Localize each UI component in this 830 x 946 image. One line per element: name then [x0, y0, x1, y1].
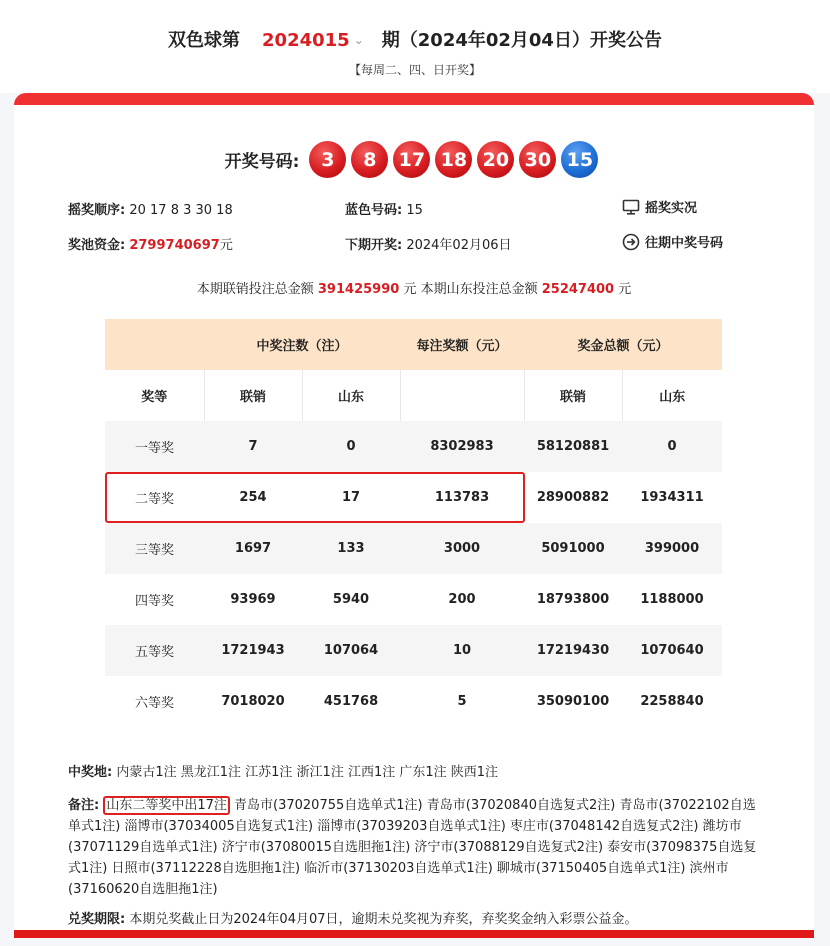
- sd-total: 1934311: [622, 472, 722, 523]
- prize-table: [105, 319, 722, 727]
- sub-sd-total: 山东: [622, 370, 722, 421]
- table-row: [105, 574, 722, 625]
- chevron-down-icon[interactable]: ⌄: [353, 33, 364, 47]
- union-count: 1697: [204, 523, 302, 574]
- notes-highlight: 山东二等奖中出17注: [103, 796, 230, 815]
- arrow-circle-icon: [622, 233, 640, 251]
- monitor-icon: [622, 198, 640, 216]
- page-header: [0, 0, 830, 93]
- per-prize: 5: [400, 676, 524, 727]
- table-subheader-row: [105, 370, 722, 421]
- prize-level: 二等奖: [105, 472, 204, 523]
- red-ball: 30: [519, 141, 556, 178]
- sd-count: 133: [302, 523, 400, 574]
- next-draw-label: 下期开奖:: [345, 238, 403, 253]
- sd-count: 0: [302, 421, 400, 472]
- per-prize: 3000: [400, 523, 524, 574]
- bottom-bar: [14, 930, 814, 938]
- sd-sales-total: 25247400: [541, 282, 615, 297]
- live-draw-link[interactable]: [622, 197, 697, 216]
- winning-regions-label: 中奖地:: [68, 765, 113, 780]
- sub-union-total: 联销: [524, 370, 622, 421]
- history-link-text: 往期中奖号码: [645, 236, 724, 251]
- sd-total: 0: [622, 421, 722, 472]
- prize-level: 三等奖: [105, 523, 204, 574]
- table-row: [105, 421, 722, 472]
- sd-count: 17: [302, 472, 400, 523]
- prize-level: 一等奖: [105, 421, 204, 472]
- notes-text: 青岛市(37020755自选单式1注) 青岛市(37020840自选复式2注) 青岛市(37022102自选单式1注) 淄博市(37034005自选复式1注) 淄博市(37039203自选单式1注) 枣庄市(37048142自选复式2注) 潍坊市(37071129自选单式1注) 济宁市(37080015自选胆拖1注) 济宁市(37088129自选复式2注) 泰安市(37098375自选复式1注) 日照市(37112228自选胆拖1注) 临沂市(37130203自选单式1注) 聊城市(37150405自选单式1注) 滨州市(37160620自选胆拖1注): [68, 798, 757, 897]
- sub-union: 联销: [204, 370, 302, 421]
- union-count: 1721943: [204, 625, 302, 676]
- prize-level: 五等奖: [105, 625, 204, 676]
- claim-deadline-text: 本期兑奖截止日为2024年04月07日，逾期未兑奖视为弃奖，弃奖奖金纳入彩票公益金。: [129, 912, 638, 927]
- prize-pool-unit: 元: [219, 238, 233, 253]
- claim-deadline-label: 兑奖期限:: [68, 912, 126, 927]
- sd-count: 107064: [302, 625, 400, 676]
- sd-total: 399000: [622, 523, 722, 574]
- union-total: 58120881: [524, 421, 622, 472]
- draw-numbers-label: 开奖号码:: [224, 152, 300, 172]
- union-total: 5091000: [524, 523, 622, 574]
- table-header-blank: [105, 319, 204, 370]
- sub-level: 奖等: [105, 370, 204, 421]
- prize-pool: [68, 234, 233, 253]
- blue-ball: 15: [561, 141, 598, 178]
- sub-per-blank: [400, 370, 524, 421]
- union-count: 7018020: [204, 676, 302, 727]
- sd-count: 5940: [302, 574, 400, 625]
- draw-order-value: 20 17 8 3 30 18: [129, 203, 233, 218]
- page-title: [0, 26, 830, 52]
- next-draw: [345, 234, 512, 253]
- union-total: 17219430: [524, 625, 622, 676]
- table-row: [105, 523, 722, 574]
- title-suffix: 期（2024年02月04日）开奖公告: [381, 30, 662, 51]
- union-count: 7: [204, 421, 302, 472]
- prize-level: 六等奖: [105, 676, 204, 727]
- per-prize: 8302983: [400, 421, 524, 472]
- totals-text-3: 元: [618, 282, 632, 297]
- draw-order-label: 摇奖顺序:: [68, 203, 126, 218]
- prize-level: 四等奖: [105, 574, 204, 625]
- per-prize: 200: [400, 574, 524, 625]
- issue-select[interactable]: 2024015: [262, 30, 350, 51]
- table-header-per: 每注奖额（元）: [416, 339, 508, 354]
- red-ball: 17: [393, 141, 430, 178]
- sd-total: 2258840: [622, 676, 722, 727]
- result-card: [14, 93, 814, 938]
- union-total: 35090100: [524, 676, 622, 727]
- totals-text-2: 元 本期山东投注总金额: [403, 282, 538, 297]
- claim-deadline: [68, 908, 638, 927]
- next-draw-value: 2024年02月06日: [406, 238, 512, 253]
- second-prize-highlight: [105, 472, 525, 523]
- blue-number-label: 蓝色号码:: [345, 203, 403, 218]
- sd-total: 1070640: [622, 625, 722, 676]
- union-count: 93969: [204, 574, 302, 625]
- draw-numbers: [14, 141, 814, 178]
- history-link[interactable]: [622, 232, 723, 251]
- draw-schedule: 【每周二、四、日开奖】: [348, 63, 481, 77]
- blue-number: [345, 199, 423, 218]
- sd-total: 1188000: [622, 574, 722, 625]
- table-row: [105, 625, 722, 676]
- red-ball: 8: [351, 141, 388, 178]
- sub-sd: 山东: [302, 370, 400, 421]
- notes-label: 备注:: [68, 798, 100, 813]
- sales-totals: [14, 278, 814, 297]
- winning-regions-text: 内蒙古1注 黑龙江1注 江苏1注 浙江1注 江西1注 广东1注 陕西1注: [116, 765, 499, 780]
- table-header-total: 奖金总额（元）: [577, 339, 669, 354]
- per-prize: 113783: [400, 472, 524, 523]
- title-prefix: 双色球第: [168, 30, 241, 51]
- blue-number-value: 15: [406, 203, 423, 218]
- union-count: 254: [204, 472, 302, 523]
- live-draw-text: 摇奖实况: [645, 201, 698, 216]
- sd-count: 451768: [302, 676, 400, 727]
- red-ball: 20: [477, 141, 514, 178]
- union-total: 28900882: [524, 472, 622, 523]
- table-row: [105, 676, 722, 727]
- union-sales-total: 391425990: [317, 282, 400, 297]
- draw-order: [68, 199, 233, 218]
- totals-text-1: 本期联销投注总金额: [196, 282, 314, 297]
- table-header-row: [105, 319, 722, 370]
- per-prize: 10: [400, 625, 524, 676]
- winning-regions: [68, 761, 498, 780]
- union-total: 18793800: [524, 574, 622, 625]
- prize-pool-value: 2799740697: [129, 238, 220, 253]
- red-ball: 3: [309, 141, 346, 178]
- notes: [68, 795, 768, 900]
- table-header-count: 中奖注数（注）: [256, 339, 348, 354]
- red-ball: 18: [435, 141, 472, 178]
- prize-pool-label: 奖池资金:: [68, 238, 126, 253]
